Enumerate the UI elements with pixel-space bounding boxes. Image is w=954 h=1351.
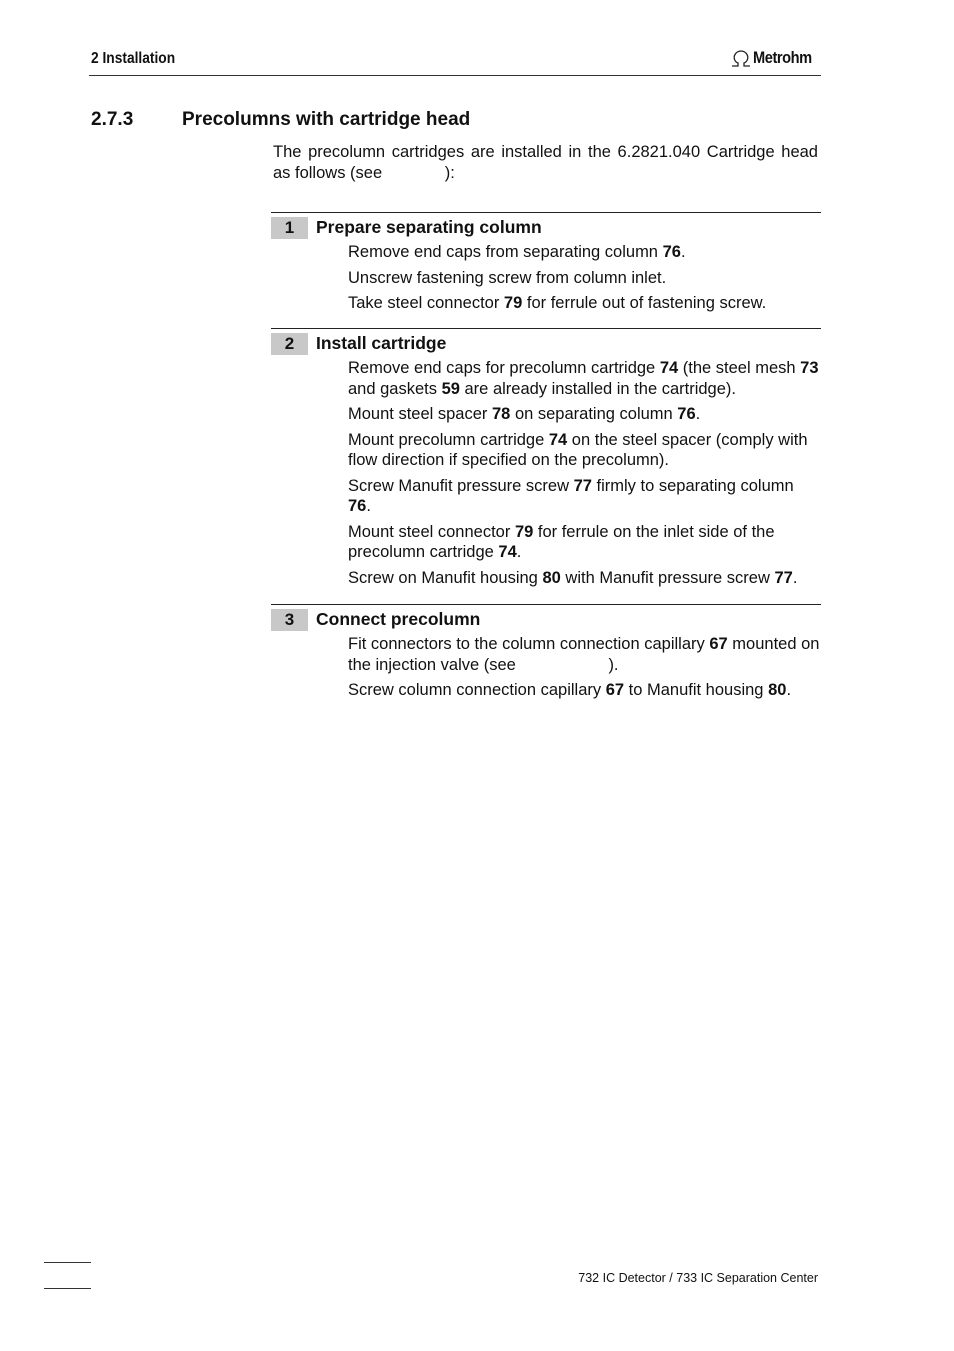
part-number: 74 [659,359,679,377]
item-text: Remove end caps for precolumn cartridge [348,359,660,377]
step-header [271,331,821,356]
item-text: Mount steel spacer [348,405,492,423]
intro-text-2: ): [444,164,455,182]
item-text: . [516,543,522,561]
part-number: 80 [768,681,787,699]
brand-logo [730,48,821,68]
item-text: Screw on Manufit housing [348,568,543,587]
step-title: Prepare separating column [316,217,542,237]
step-item [348,404,821,425]
step-items [348,242,821,314]
part-number: 76 [677,405,696,423]
part-number: 74 [498,543,517,561]
item-text: Remove end caps from separating column [348,243,663,261]
item-text: with Manufit pressure screw [560,568,775,587]
step-number: 3 [271,609,308,631]
section-title: Precolumns with cartridge head [182,109,471,130]
part-number: 79 [514,522,534,541]
chapter-header: 2 Installation [91,50,176,67]
omega-logo-icon [730,49,752,67]
part-number: 77 [573,476,592,495]
step-item [348,476,821,517]
footer-text: 732 IC Detector / 733 IC Separation Center [578,1271,818,1285]
intro-text-1: The precolumn cartridges are installed in the 6.2821.040 Cartridge head as follows (see [273,143,818,182]
step-item [348,268,821,289]
item-text: . [792,568,798,587]
part-number: 76 [662,243,681,261]
step-header [271,607,821,632]
section-heading [91,109,470,131]
item-text: are already installed in the cartridge). [459,379,736,398]
step-item [348,293,821,314]
step-item [348,242,821,263]
item-text: for ferrule on the inlet side of the precolumn cartridge [348,522,775,561]
step-3 [271,604,821,701]
part-number: 67 [605,681,625,699]
item-text: (the steel mesh [678,359,801,377]
item-text: ). [608,655,619,674]
step-title: Connect precolumn [316,609,481,629]
item-text: mounted on the injection valve (see [348,635,820,674]
item-text: Mount steel connector [348,522,515,541]
item-text: . [680,243,686,261]
part-number: 77 [774,568,793,587]
item-text: on the steel spacer (comply with flow direction if specified on the precolumn). [348,430,808,469]
part-number: 67 [709,635,728,653]
step-items [348,634,821,701]
brand-name: Metrohm [752,48,812,67]
step-number: 2 [271,333,308,355]
step-item [348,358,821,399]
item-text: Mount precolumn cartridge [348,430,549,449]
item-text: Screw column connection capillary [348,681,606,699]
section-number: 2.7.3 [91,109,134,130]
step-title: Install cartridge [316,333,447,353]
step-item [348,522,821,563]
item-text: Screw Manufit pressure screw [348,476,574,495]
item-text: firmly to separating column [591,476,794,495]
step-item [348,430,821,471]
step-item [348,680,821,701]
step-1 [271,212,821,314]
item-text: . [695,405,701,423]
part-number: 80 [542,568,561,587]
step-items [348,358,821,588]
footer-rule-bottom [44,1288,91,1289]
item-text: . [786,681,792,699]
step-header [271,215,821,240]
step-number: 1 [271,217,308,239]
header-rule [89,75,821,76]
step-item [348,568,821,589]
part-number: 78 [492,405,511,423]
item-text: for ferrule out of fastening screw. [522,294,767,312]
intro-paragraph [273,142,818,184]
part-number: 59 [441,379,460,398]
item-text: Unscrew fastening screw from column inlet. [348,268,667,287]
part-number: 76 [348,497,367,515]
step-2 [271,328,821,588]
footer-rule-top [44,1262,91,1263]
step-item [348,634,821,675]
item-text: . [366,497,371,515]
item-text: and gaskets [348,379,442,398]
item-text: Fit connectors to the column connection capillary [348,635,710,653]
part-number: 73 [800,359,819,377]
item-text: Take steel connector [348,294,504,312]
part-number: 74 [548,430,568,449]
item-text: on separating column [510,405,678,423]
item-text: to Manufit housing [624,681,769,699]
part-number: 79 [503,294,523,312]
